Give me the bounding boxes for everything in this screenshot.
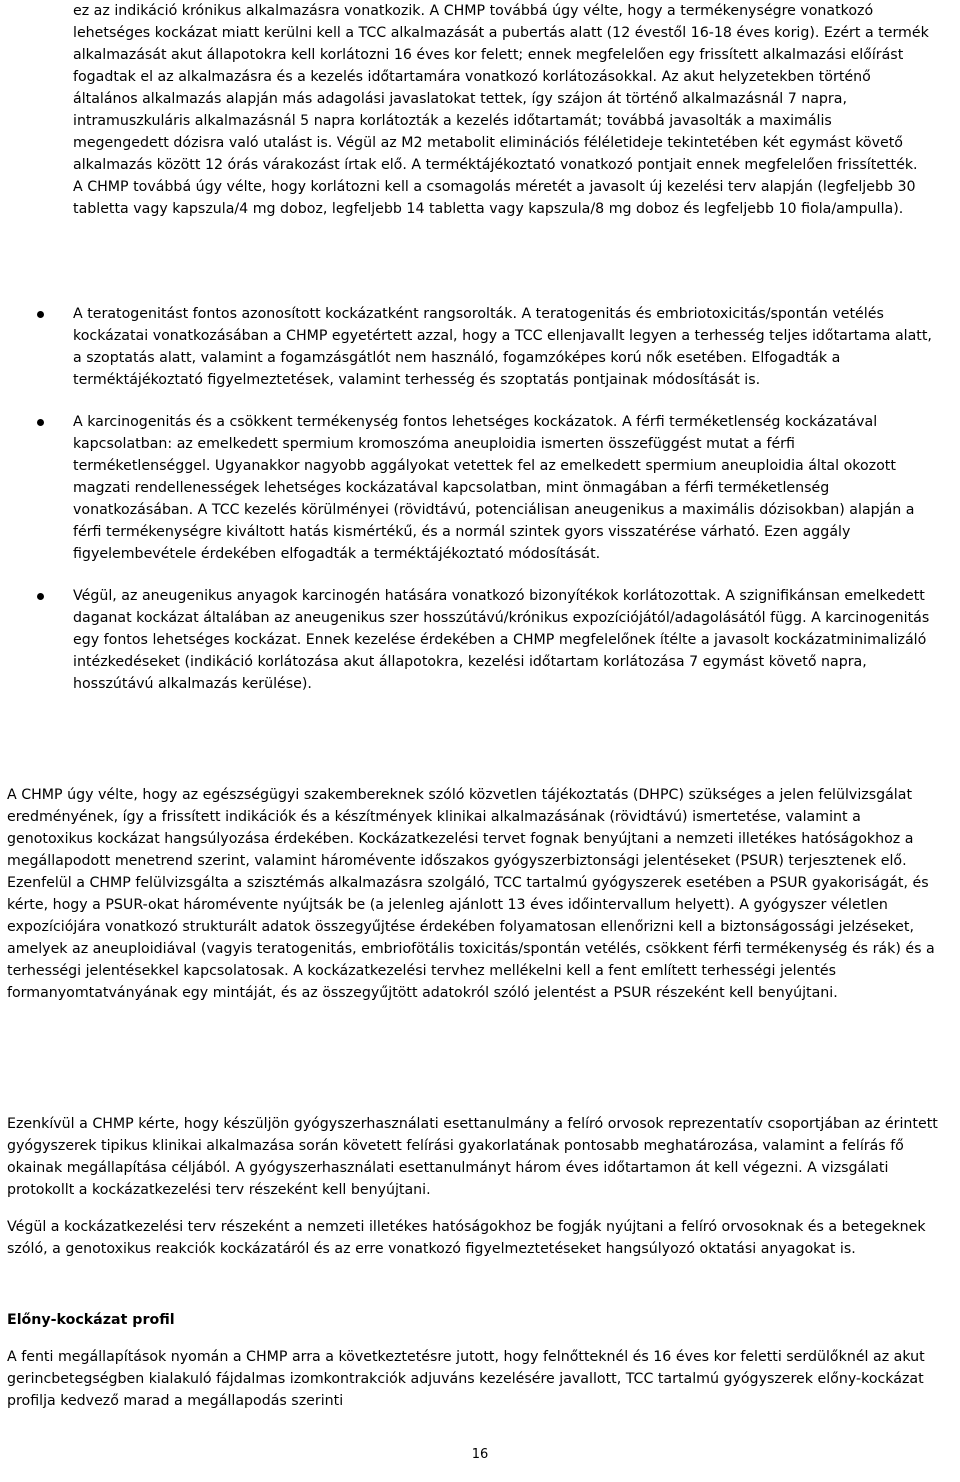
bullet-item-teratogenicity	[0, 303, 960, 391]
paragraph-educational-materials: Végül a kockázatkezelési terv részeként a nemzeti illetékes hatóságokhoz be fogják nyújtani a felíró orvosoknak és a betegeknek szóló, a genotoxikus reakciók kockázatáról és az erre vonatkozó figyelmeztetéseket hangsúlyozó oktatási anyagokat is.	[7, 1219, 926, 1257]
bullet-dot-icon	[37, 593, 44, 600]
risk-bullet-list	[0, 303, 960, 695]
bullet-text: Végül, az aneugenikus anyagok karcinogén hatására vonatkozó bizonyítékok korlátozottak. A szignifikánsan emelkedett daganat kockázat általában az aneugenikus szer hosszútávú/krónikus expozíciójától/adagolásától függ. A karcinogenitás egy fontos lehetséges kockázat. Ennek kezelése érdekében a CHMP megfelelőnek ítélte a javasolt kockázatminimalizáló intézkedéseket (indikáció korlátozása akut állapotokra, kezelési időtartam korlátozása 7 egymást követő napra, hosszútávú alkalmazás kerülése).	[73, 588, 930, 692]
bullet-dot-icon	[37, 419, 44, 426]
bullet-item-carcinogenicity-fertility	[0, 411, 960, 565]
bullet-dot-icon	[37, 311, 44, 318]
paragraph-drug-utilisation-study: Ezenkívül a CHMP kérte, hogy készüljön gyógyszerhasználati esettanulmány a felíró orvosok reprezentatív csoportjában az érintett gyógyszerek tipikus klinikai alkalmazása során követett felírási gyakorlatának pontosabb meghatározása, valamint a felírás fő okainak megállapítása céljából. A gyógyszerhasználati esettanulmányt három éves időtartamon át kell végezni. A vizsgálati protokollt a kockázatkezelési terv részeként kell benyújtani.	[7, 1116, 938, 1198]
section-heading: Előny-kockázat profil	[7, 1312, 175, 1328]
final-paragraph: A fenti megállapítások nyomán a CHMP arra a következtetésre jutott, hogy felnőtteknél és 16 éves kor feletti serdülőknél az akut gerincbetegségben kialakuló fájdalmas izomkontrakciók adjuváns kezelésére javallott, TCC tartalmú gyógyszerek előny-kockázat profilja kedvező marad a megállapodás szerinti	[7, 1349, 925, 1409]
page-number: 16	[471, 1447, 489, 1462]
bullet-item-aneugenic-carcinogenicity	[0, 585, 960, 695]
bullet-text: A karcinogenitás és a csökkent termékenység fontos lehetséges kockázatok. A férfi terméketlenség kockázatával kapcsolatban: az emelkedett spermium kromoszóma aneuploidia ismerten összefüggést mutat a férfi terméketlenséggel. Ugyanakkor nagyobb aggályokat vetettek fel az emelkedett spermium aneuploidia által okozott magzati rendellenességek lehetséges kockázatával kapcsolatban, mint önmagában a férfi terméketlenség vonatkozásában. A TCC kezelés körülményei (rövidtávú, potenciálisan aneugenikus a maximális dózisokban) alapján a férfi termékenységre kiváltott hatás kismértékű, és a normál szintek gyors visszatérése várható. Ezen aggály figyelembevétele érdekében elfogadták a terméktájékoztató módosítását.	[73, 414, 915, 562]
continued-paragraph: ez az indikáció krónikus alkalmazásra vonatkozik. A CHMP továbbá úgy vélte, hogy a termékenységre vonatkozó lehetséges kockázat miatt kerülni kell a TCC alkalmazását a pubertás alatt (12 évestől 16-18 éves korig). Ezért a termék alkalmazását akut állapotokra kell korlátozni 16 éves kor felett; ennek megfelelően egy frissített alkalmazási előírást fogadtak el az alkalmazásra és a kezelés időtartamára vonatkozó korlátozásokkal. Az akut helyzetekben történő általános alkalmazás alapján más adagolási javaslatokat tettek, így szájon át történő alkalmazásnál 7 napra, intramuszkuláris alkalmazásnál 5 napra korlátozták a kezelés időtartamát; továbbá javasolták a maximális megengedett dózisra való utalást is. Végül az M2 metabolit eliminációs féléletideje tekintetében két egymást követő alkalmazás között 12 órás várakozást írtak elő. A terméktájékoztató vonatkozó pontjait ennek megfelelően frissítették. A CHMP továbbá úgy vélte, hogy korlátozni kell a csomagolás méretét a javasolt új kezelési terv alapján (legfeljebb 30 tabletta vagy kapszula/4 mg doboz, legfeljebb 14 tabletta vagy kapszula/8 mg doboz és legfeljebb 10 fiola/ampulla).	[73, 3, 929, 217]
paragraph-dhpc: A CHMP úgy vélte, hogy az egészségügyi szakembereknek szóló közvetlen tájékoztatás (DHPC) szükséges a jelen felülvizsgálat eredményének, így a frissített indikációk és a készítmények klinikai alkalmazásának (rövidtávú) ismertetése, valamint a genotoxikus kockázat hangsúlyozása érdekében. Kockázatkezelési tervet fognak benyújtani a nemzeti illetékes hatóságokhoz a megállapodott menetrend szerint, valamint háromévente időszakos gyógyszerbiztonsági jelentéseket (PSUR) terjesztenek elő. Ezenfelül a CHMP felülvizsgálta a szisztémás alkalmazásra szolgáló, TCC tartalmú gyógyszerek esetében a PSUR gyakoriságát, és kérte, hogy a PSUR-okat háromévente nyújtsák be (a jelenleg ajánlott 13 éves időintervallum helyett). A gyógyszer véletlen expozíciójára vonatkozó strukturált adatok összegyűjtése érdekében folyamatosan ellenőrizni kell a biztonságossági jelzéseket, amelyek az aneuploidiával (vagyis teratogenitás, embriofötális toxicitás/spontán vetélés, csökkent férfi termékenység és rák) és a terhességi jelentésekkel kapcsolatosak. A kockázatkezelési tervhez mellékelni kell a fent említett terhességi jelentés formanyomtatványának egy mintáját, és az összegyűjtött adatokról szóló jelentést a PSUR részeként kell benyújtani.	[7, 787, 935, 1001]
bullet-text: A teratogenitást fontos azonosított kockázatként rangsorolták. A teratogenitás és embriotoxicitás/spontán vetélés kockázatai vonatkozásában a CHMP egyetértett azzal, hogy a TCC ellenjavallt legyen a terhesség teljes időtartama alatt, a szoptatás alatt, valamint a fogamzásgátlót nem használó, fogamzóképes korú nők esetében. Elfogadták a terméktájékoztató figyelmeztetések, valamint terhesség és szoptatás pontjainak módosítását is.	[73, 306, 932, 388]
